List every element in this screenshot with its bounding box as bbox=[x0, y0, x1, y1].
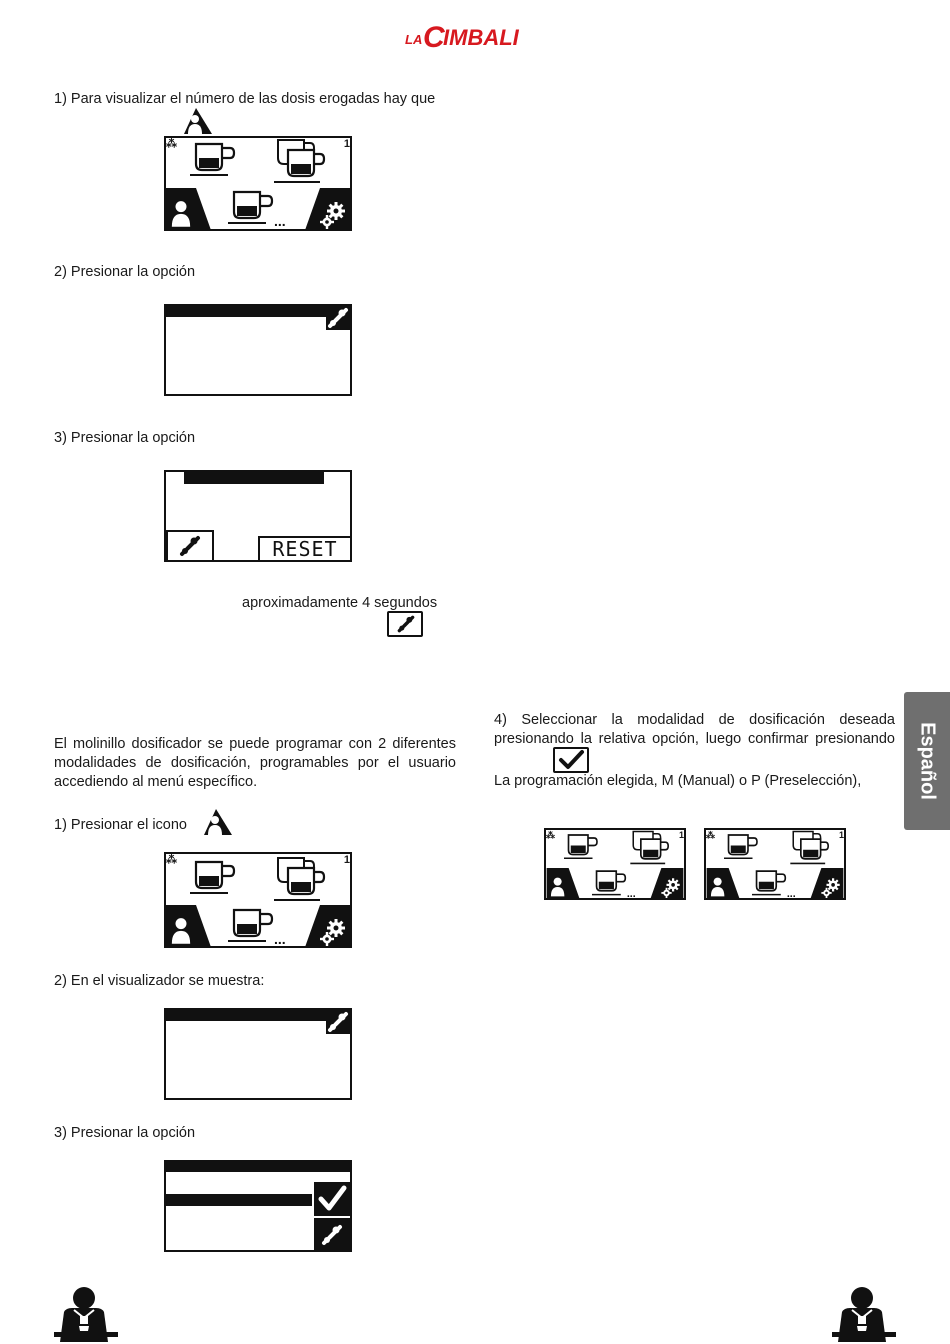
continuous-cup-icon bbox=[228, 906, 298, 948]
svg-text:...: ... bbox=[626, 887, 636, 900]
barista-icon-left bbox=[54, 1286, 118, 1342]
menu-highlight-bar bbox=[166, 1010, 326, 1021]
tools-button[interactable] bbox=[314, 1218, 350, 1252]
continuous-cup-icon bbox=[228, 188, 298, 230]
lcd-main-screen bbox=[164, 136, 352, 231]
user-menu-icon-b bbox=[204, 809, 232, 835]
section-b-intro-line2: modalidades de dosificación, programables por el usuario bbox=[54, 755, 456, 771]
single-cup-icon bbox=[564, 832, 600, 862]
selected-option-bar bbox=[166, 1194, 312, 1206]
counter-icon: 1 bbox=[678, 830, 684, 840]
lcd-menu-screen-b bbox=[164, 1008, 352, 1100]
settings-zone-icon bbox=[304, 905, 350, 948]
brand-logo bbox=[405, 20, 545, 52]
confirm-check-button[interactable] bbox=[314, 1182, 350, 1216]
programming-text: La programación elegida, M (Manual) o P (Preselección), bbox=[494, 773, 862, 789]
lcd-dosage-screen bbox=[164, 1160, 352, 1252]
double-cup-icon bbox=[274, 856, 334, 906]
bluetooth-icon: ⁂ bbox=[166, 138, 177, 150]
step4-line2: presionando la relativa opción, luego confirmar presionando bbox=[494, 731, 895, 747]
language-tab bbox=[904, 692, 950, 830]
section-b-intro-line3: accediendo al menú específico. bbox=[54, 774, 258, 790]
continuous-cup-icon bbox=[592, 868, 645, 900]
tools-icon[interactable] bbox=[326, 306, 350, 330]
step4-line1: 4) Seleccionar la modalidad de dosificación deseada bbox=[494, 712, 895, 728]
barista-icon-right bbox=[832, 1286, 896, 1342]
section-b-step3: 3) Presionar la opción bbox=[54, 1125, 196, 1141]
tools-button[interactable] bbox=[166, 530, 214, 562]
tools-inline-icon bbox=[387, 611, 423, 637]
settings-zone-icon bbox=[809, 868, 844, 900]
settings-zone-icon bbox=[649, 868, 684, 900]
menu-highlight-bar bbox=[166, 306, 326, 317]
bluetooth-icon: ⁂ bbox=[546, 830, 555, 840]
lcd-manual-mode bbox=[544, 828, 686, 900]
svg-text:IMBALI: IMBALI bbox=[443, 25, 519, 50]
lcd-menu-screen bbox=[164, 304, 352, 396]
svg-text:...: ... bbox=[786, 887, 796, 900]
title-bar bbox=[166, 1162, 352, 1172]
section-a-step1: 1) Para visualizar el número de las dosis erogadas hay que bbox=[54, 91, 436, 107]
section-a-step3: 3) Presionar la opción bbox=[54, 430, 196, 446]
user-zone-icon bbox=[546, 868, 581, 900]
double-cup-icon bbox=[790, 830, 836, 868]
user-zone-icon bbox=[706, 868, 741, 900]
section-a-wait-text: aproximadamente 4 segundos bbox=[242, 595, 438, 611]
double-cup-icon bbox=[274, 138, 334, 188]
lcd-preselection-mode bbox=[704, 828, 846, 900]
svg-text:...: ... bbox=[274, 931, 286, 947]
svg-text:C: C bbox=[423, 21, 445, 52]
counter-title-bar bbox=[184, 472, 324, 484]
tools-icon[interactable] bbox=[326, 1010, 350, 1034]
user-zone-icon bbox=[166, 188, 212, 231]
single-cup-icon bbox=[190, 140, 238, 180]
section-b-step1: 1) Presionar el icono bbox=[54, 817, 187, 833]
user-menu-icon bbox=[184, 108, 212, 134]
svg-text:LA: LA bbox=[405, 32, 423, 47]
double-cup-icon bbox=[630, 830, 676, 868]
user-zone-icon bbox=[166, 905, 212, 948]
section-b-intro-line1: El molinillo dosificador se puede programar con 2 diferentes bbox=[54, 736, 456, 752]
lcd-reset-screen bbox=[164, 470, 352, 562]
bluetooth-icon: ⁂ bbox=[166, 854, 177, 866]
single-cup-icon bbox=[724, 832, 760, 862]
bluetooth-icon: ⁂ bbox=[706, 830, 715, 840]
lcd-main-screen-b bbox=[164, 852, 352, 948]
settings-zone-icon bbox=[304, 188, 350, 231]
continuous-cup-icon bbox=[752, 868, 805, 900]
counter-icon: 1 bbox=[343, 854, 350, 866]
section-b-step2: 2) En el visualizador se muestra: bbox=[54, 973, 265, 989]
section-a-step2: 2) Presionar la opción bbox=[54, 264, 196, 280]
reset-button[interactable]: RESET bbox=[258, 536, 352, 562]
single-cup-icon bbox=[190, 858, 238, 898]
check-inline-icon bbox=[553, 747, 589, 773]
counter-icon: 1 bbox=[838, 830, 844, 840]
counter-icon: 1 bbox=[343, 138, 350, 150]
svg-text:...: ... bbox=[274, 213, 286, 229]
language-tab-label: Español bbox=[916, 722, 939, 800]
